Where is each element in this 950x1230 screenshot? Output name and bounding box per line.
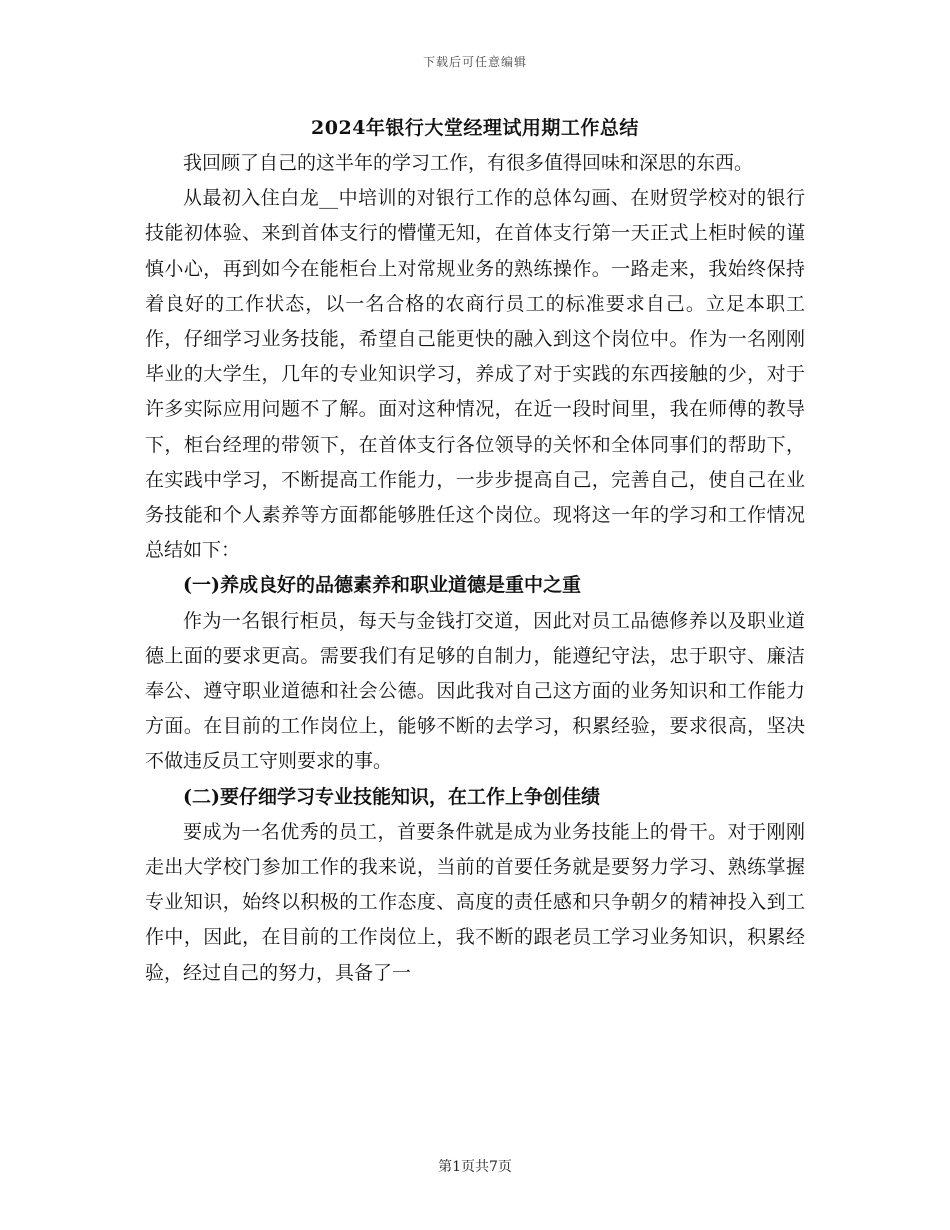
paragraph-intro: 我回顾了自己的这半年的学习工作，有很多值得回味和深思的东西。 — [183, 152, 754, 174]
header-note: 下载后可任意编辑 — [422, 55, 527, 69]
page-footer: 第1页共7页 — [438, 1159, 512, 1175]
section-heading-1: (一)养成良好的品德素养和职业道德是重中之重 — [183, 574, 581, 597]
paragraph-ethics: 作为一名银行柜员，每天与金钱打交道，因此对员工品德修养以及职业道德上面的要求更高。需要我们有足够的自制力，能遵纪守法，忠于职守、廉洁奉公、遵守职业道德和社会公德。因此我对自己这方面的业务知识和工作能力方面。在目前的工作岗位上，能够不断的去学习，积累经验，要求很高，坚决不做违反员工守则要求的事。 — [145, 609, 805, 773]
paragraph-skills: 要成为一名优秀的员工，首要条件就是成为业务技能上的骨干。对于刚刚走出大学校门参加工作的我来说，当前的首要任务就是要努力学习、熟练掌握专业知识，始终以积极的工作态度、高度的责任感和只争朝夕的精神投入到工作中，因此，在目前的工作岗位上，我不断的跟老员工学习业务知识，积累经验，经过自己的努力，具备了一 — [145, 820, 805, 984]
section-heading-2: (二)要仔细学习专业技能知识，在工作上争创佳绩 — [183, 785, 600, 808]
document-body — [145, 146, 805, 991]
paragraph-experience: 从最初入住白龙__中培训的对银行工作的总体勾画、在财贸学校对的银行技能初体验、来到首体支行的懵懂无知，在首体支行第一天正式上柜时候的谨慎小心，再到如今在能柜台上对常规业务的熟练操作。一路走来，我始终保持着良好的工作状态，以一名合格的农商行员工的标准要求自己。立足本职工作，仔细学习业务技能，希望自己能更快的融入到这个岗位中。作为一名刚刚毕业的大学生，几年的专业知识学习，养成了对于实践的东西接触的少，对于许多实际应用问题不了解。面对这种情况，在近一段时间里，我在师傅的教导下，柜台经理的带领下，在首体支行各位领导的关怀和全体同事们的帮助下，在实践中学习，不断提高工作能力，一步步提高自己，完善自己，使自己在业务技能和个人素养等方面都能够胜任这个岗位。现将这一年的学习和工作情况总结如下： — [145, 187, 805, 562]
document-title: 2024年银行大堂经理试用期工作总结 — [311, 117, 639, 139]
